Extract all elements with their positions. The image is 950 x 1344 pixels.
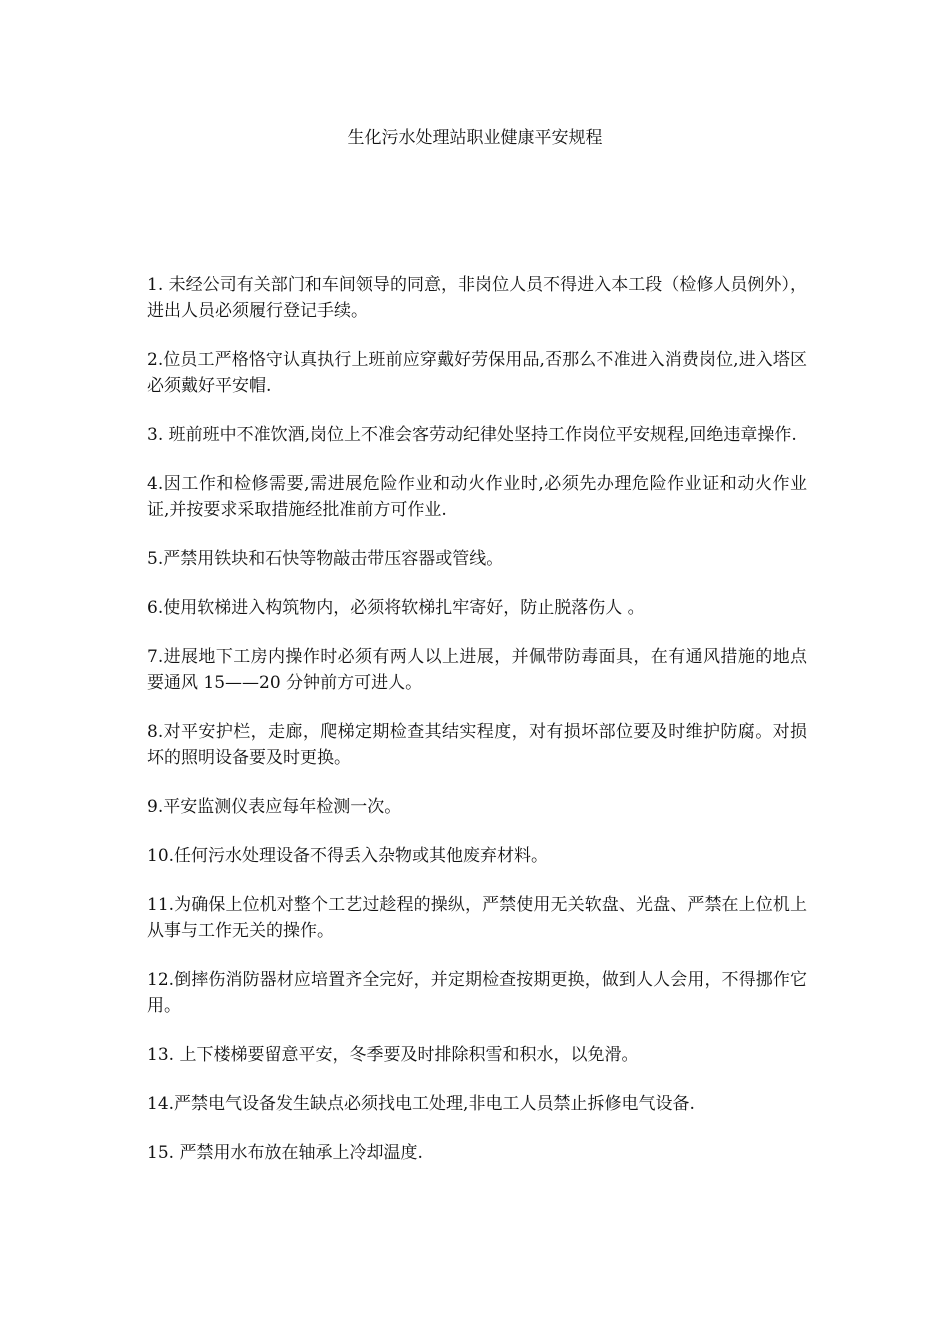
rule-item: 14.严禁电气设备发生缺点必须找电工处理,非电工人员禁止拆修电气设备. [147, 1094, 695, 1114]
rule-item: 1. 未经公司有关部门和车间领导的同意，非岗位人员不得进入本工段（检修人员例外），进出人员必须履行登记手续。 [147, 275, 807, 321]
rule-item: 9.平安监测仪表应每年检测一次。 [147, 797, 402, 817]
rule-item: 11.为确保上位机对整个工艺过趁程的操纵，严禁使用无关软盘、光盘、严禁在上位机上从事与工作无关的操作。 [147, 895, 807, 941]
rule-item: 7.进展地下工房内操作时必须有两人以上进展，并佩带防毒面具，在有通风措施的地点要通风 15——20 分钟前方可进人。 [147, 647, 807, 693]
rule-item: 4.因工作和检修需要,需进展危险作业和动火作业时,必须先办理危险作业证和动火作业证,并按要求采取措施经批准前方可作业. [147, 474, 807, 520]
rules-list [147, 272, 807, 1189]
rule-item: 6.使用软梯进入构筑物内，必须将软梯扎牢寄好，防止脱落伤人 。 [147, 598, 645, 618]
rule-item: 2.位员工严格恪守认真执行上班前应穿戴好劳保用品,否那么不准进入消费岗位,进入塔区必须戴好平安帽. [147, 350, 807, 396]
rule-item: 3. 班前班中不准饮酒,岗位上不准会客劳动纪律处坚持工作岗位平安规程,回绝违章操作. [147, 425, 797, 445]
rule-item: 12.倒摔伤消防器材应培置齐全完好，并定期检查按期更换，做到人人会用，不得挪作它用。 [147, 970, 807, 1016]
document-title: 生化污水处理站职业健康平安规程 [347, 128, 603, 148]
rule-item: 8.对平安护栏，走廊，爬梯定期检查其结实程度，对有损坏部位要及时维护防腐。对损坏的照明设备要及时更换。 [147, 722, 807, 768]
rule-item: 10.任何污水处理设备不得丢入杂物或其他废弃材料。 [147, 846, 549, 866]
rule-item: 15. 严禁用水布放在轴承上冷却温度. [147, 1143, 423, 1163]
rule-item: 13. 上下楼梯要留意平安，冬季要及时排除积雪和积水，以免滑。 [147, 1045, 639, 1065]
rule-item: 5.严禁用铁块和石快等物敲击带压容器或管线。 [147, 549, 504, 569]
